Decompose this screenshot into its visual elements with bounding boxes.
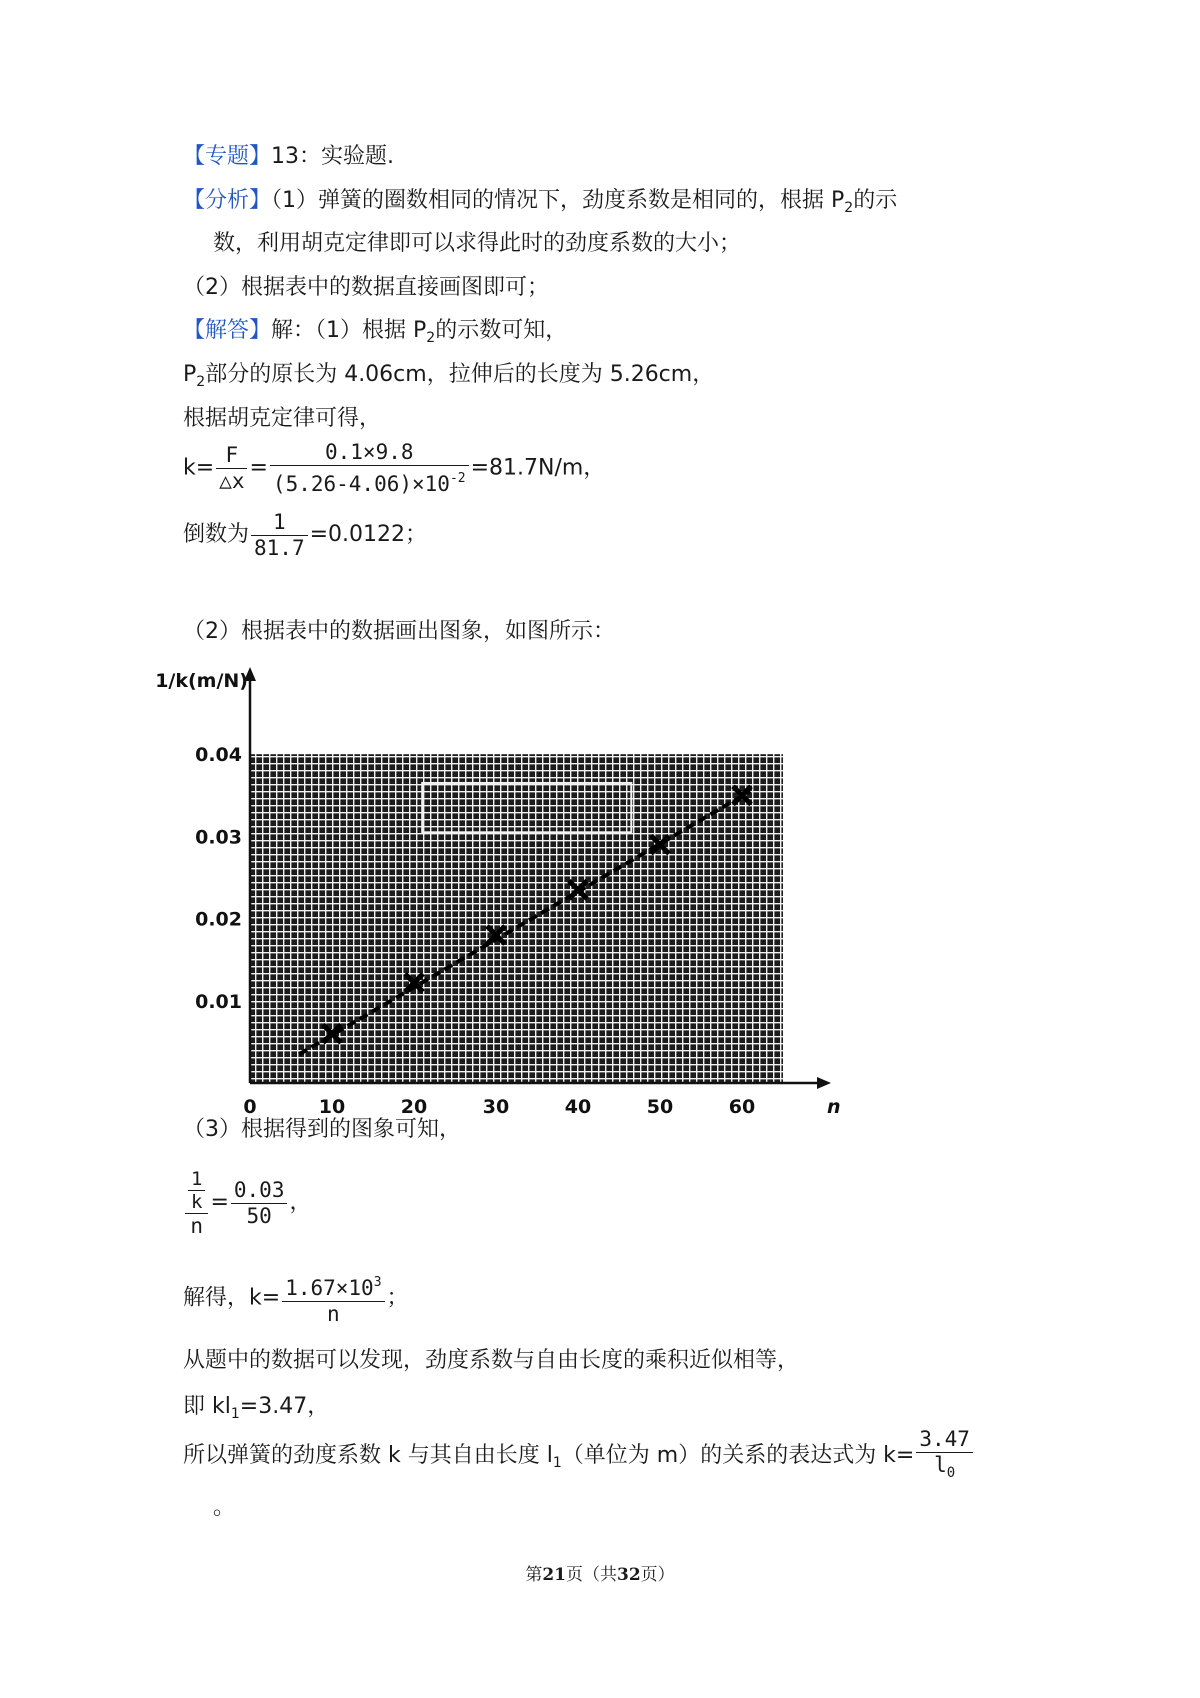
fraction-denominator: 50 <box>246 1203 272 1228</box>
fraction-denominator: k <box>191 1190 203 1213</box>
fraction-numerator: 3.47 <box>916 1427 973 1453</box>
page-footer <box>0 1560 1200 1585</box>
fraction-numerator: 0.1×9.8 <box>270 440 469 466</box>
one-over-k-fraction <box>188 1168 205 1213</box>
x-tick-label: 0 <box>243 1096 257 1118</box>
reciprocal-fraction <box>251 510 308 561</box>
topic-text: 13：实验题. <box>271 144 395 169</box>
ratio-equation <box>183 1163 311 1243</box>
denominator-base: (5.26-4.06)×10 <box>272 472 450 496</box>
k-value-fraction <box>270 440 469 497</box>
fraction-denominator <box>270 466 469 497</box>
compound-fraction <box>185 1168 208 1239</box>
inverse-k-vs-n-chart <box>155 665 918 1135</box>
x-tick-label: 30 <box>482 1096 510 1118</box>
numerator-exponent: 3 <box>373 1275 382 1290</box>
solution-start: 解：（1）根据 P <box>271 318 427 343</box>
observe-line: 从题中的数据可以发现，劲度系数与自由长度的乘积近似相等， <box>183 1348 800 1373</box>
fraction-numerator <box>282 1270 384 1302</box>
solution-tag: 【解答】 <box>183 318 272 343</box>
kl-prefix: 即 kl <box>183 1394 231 1419</box>
p2-subscript: 2 <box>196 374 206 390</box>
hooke-line: 根据胡克定律可得， <box>183 406 382 431</box>
p2-text: 部分的原长为 4.06cm，拉伸后的长度为 5.26cm， <box>205 362 715 387</box>
footer-post: 页） <box>640 1565 675 1585</box>
y-tick-label: 0.01 <box>195 990 242 1013</box>
x-tick-label: 50 <box>646 1096 674 1118</box>
analysis-tag: 【分析】 <box>183 188 272 213</box>
final-subscript: 1 <box>552 1455 562 1471</box>
y-tick-label: 0.03 <box>195 826 242 849</box>
final-fraction <box>916 1427 973 1486</box>
equals-sign: = <box>249 455 268 481</box>
reciprocal-line <box>183 507 427 563</box>
ratio-end: ， <box>289 1190 312 1215</box>
denominator-exponent: -2 <box>449 471 466 486</box>
equals-sign: = <box>210 1190 229 1215</box>
slope-fraction <box>231 1178 288 1229</box>
part3-line: （3）根据得到的图象可知， <box>183 1117 461 1142</box>
fraction-numerator: F <box>216 443 247 469</box>
denominator-subscript: 0 <box>946 1464 956 1481</box>
solve-prefix: 解得，k= <box>183 1285 281 1311</box>
footer-page-number: 21 <box>542 1565 566 1585</box>
compound-numerator <box>185 1168 208 1214</box>
solution-line-1 <box>183 316 567 353</box>
p2-prefix: P <box>183 362 197 387</box>
fraction-denominator: 81.7 <box>254 535 305 560</box>
x-tick-label: 20 <box>400 1096 428 1118</box>
y-tick-label: 0.04 <box>195 744 242 767</box>
x-axis-label: n <box>827 1096 841 1118</box>
reciprocal-prefix: 倒数为 <box>183 522 250 547</box>
x-tick-label: 40 <box>564 1096 592 1118</box>
analysis-line-3: （2）根据表中的数据直接画图即可； <box>183 275 549 300</box>
topic-tag: 【专题】 <box>183 144 272 169</box>
fraction-denominator: △x <box>219 469 245 493</box>
final-mid: （单位为 m）的关系的表达式为 k= <box>561 1443 915 1468</box>
kl-end: =3.47， <box>239 1394 330 1419</box>
k-formula-fraction <box>282 1270 384 1327</box>
k-prefix: k= <box>183 455 215 481</box>
fraction-denominator: n <box>327 1302 340 1326</box>
compound-denominator: n <box>190 1213 204 1238</box>
analysis-line-1 <box>183 186 897 223</box>
reciprocal-result: =0.0122； <box>309 522 428 547</box>
solve-end: ； <box>386 1285 409 1311</box>
y-axis-label: 1/k(m/N) <box>155 670 248 692</box>
denominator-base: l <box>934 1452 947 1477</box>
final-prefix: 所以弹簧的劲度系数 k 与其自由长度 l <box>183 1443 553 1468</box>
analysis-subscript: 2 <box>844 200 854 216</box>
y-tick-label: 0.02 <box>195 908 242 931</box>
final-line <box>183 1425 975 1494</box>
fraction-denominator <box>916 1453 973 1486</box>
analysis-text-1: （1）弹簧的圈数相同的情况下，劲度系数是相同的，根据 P <box>271 188 845 213</box>
x-axis-arrow-icon <box>817 1077 831 1089</box>
x-tick-label: 10 <box>318 1096 346 1118</box>
kl-line <box>183 1392 329 1429</box>
fraction-numerator: 0.03 <box>231 1178 288 1204</box>
part2-line: （2）根据表中的数据画出图象，如图所示： <box>183 619 615 644</box>
k-equation <box>183 440 605 497</box>
fraction-numerator: 1 <box>251 510 308 536</box>
analysis-line-2: 数，利用胡克定律即可以求得此时的劲度系数的大小； <box>213 231 742 256</box>
f-over-dx-fraction <box>216 443 247 494</box>
footer-total-pages: 32 <box>617 1565 641 1585</box>
p2-length-line <box>183 360 714 397</box>
solution-start-end: 的示数可知， <box>435 318 568 343</box>
analysis-text-1-end: 的示 <box>853 188 898 213</box>
fraction-numerator: 1 <box>188 1168 205 1191</box>
footer-mid: 页（共 <box>566 1565 617 1585</box>
k-result: =81.7N/m， <box>470 455 606 481</box>
numerator-base: 1.67×10 <box>285 1276 374 1300</box>
topic-line <box>183 142 394 172</box>
x-tick-label: 60 <box>728 1096 756 1118</box>
kl-subscript: 1 <box>230 1406 240 1422</box>
final-period: 。 <box>213 1495 236 1520</box>
footer-pre: 第 <box>525 1565 543 1585</box>
solve-line <box>183 1270 409 1327</box>
solution-start-subscript: 2 <box>426 330 436 346</box>
